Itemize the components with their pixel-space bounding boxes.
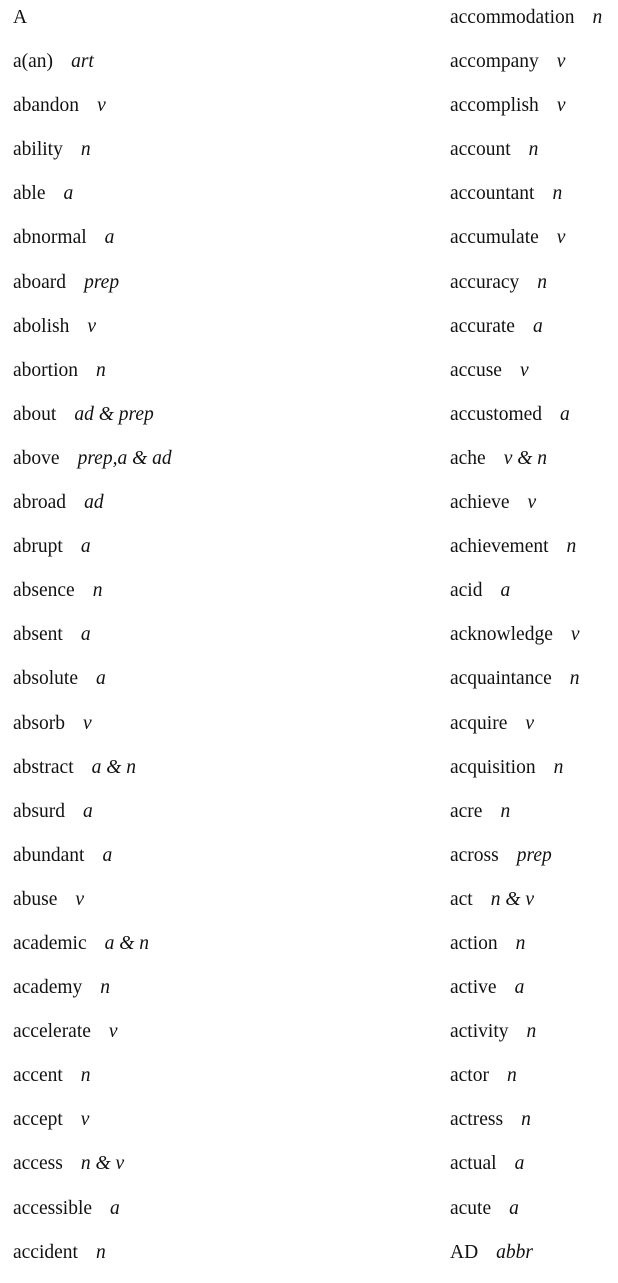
entry-part-of-speech: v [108,1021,118,1043]
entry-word: accustomed [450,403,543,425]
entry-part-of-speech: n [80,1065,91,1087]
vocab-entry [450,1239,618,1283]
entry-word: academy [13,977,83,999]
entry-word: aboard [13,271,67,293]
entry-word: ability [13,139,63,161]
entry-part-of-speech: v [75,888,85,910]
entry-word: accent [13,1065,63,1087]
entry-part-of-speech: a & n [91,756,137,778]
vocab-entry [450,665,618,709]
entry-part-of-speech: n [515,932,526,954]
entry-word: absent [13,624,63,646]
right-word-column [450,4,618,1283]
entry-word: acute [450,1197,492,1219]
entry-word: absorb [13,712,65,734]
entry-part-of-speech: art [71,51,94,73]
vocab-entry [450,577,618,621]
entry-part-of-speech: n [80,139,91,161]
entry-part-of-speech: n [506,1065,517,1087]
entry-part-of-speech: n [526,1021,537,1043]
entry-part-of-speech: v [556,95,566,117]
vocab-entry [450,136,618,180]
entry-part-of-speech: n [569,668,580,690]
entry-part-of-speech: a [80,624,91,646]
vocab-entry [13,48,433,92]
vocab-entry [13,533,433,577]
vocab-entry [13,665,433,709]
entry-part-of-speech: v [80,1109,90,1131]
vocab-entry [450,357,618,401]
entry-part-of-speech: a [514,1153,525,1175]
entry-part-of-speech: v [556,51,566,73]
vocab-entry [13,357,433,401]
vocab-entry [13,974,433,1018]
entry-part-of-speech: n [552,183,563,205]
vocab-entry [13,180,433,224]
vocab-entry [450,1150,618,1194]
entry-word: abortion [13,359,78,381]
entry-word: accident [13,1241,78,1263]
entry-word: a(an) [13,51,54,73]
entry-part-of-speech: prep,a & ad [77,447,172,469]
entry-part-of-speech: v [87,315,96,337]
vocab-entry [450,930,618,974]
vocab-entry [450,180,618,224]
vocab-entry [450,754,618,798]
entry-word: A [13,7,28,28]
vocab-entry [13,798,433,842]
vocab-entry [450,489,618,533]
vocab-entry [450,313,618,357]
vocab-entry [13,269,433,313]
vocab-entry [13,401,433,445]
vocab-entry [13,1062,433,1106]
entry-word: active [450,977,497,999]
entry-part-of-speech: v [525,712,535,734]
entry-word: academic [13,932,87,954]
entry-word: actual [450,1153,497,1175]
entry-word: acknowledge [450,624,553,646]
vocab-entry [13,1195,433,1239]
entry-part-of-speech: prep [516,844,552,866]
vocab-entry [450,533,618,577]
entry-word: acquire [450,712,508,734]
vocab-entry [450,1018,618,1062]
entry-part-of-speech: prep [84,271,120,293]
entry-word: across [450,844,499,866]
entry-part-of-speech: a [63,183,74,205]
entry-word: accept [13,1109,63,1131]
vocab-entry [13,621,433,665]
entry-word: acquaintance [450,668,552,690]
entry-word: account [450,139,511,161]
vocab-entry [450,798,618,842]
vocab-entry [13,710,433,754]
entry-part-of-speech: ad [84,492,104,514]
entry-word: ache [450,447,486,469]
vocab-entry [13,4,433,48]
vocab-entry [450,224,618,268]
vocab-entry [450,92,618,136]
entry-word: absolute [13,668,78,690]
entry-word: actress [450,1109,504,1131]
entry-part-of-speech: a & n [104,932,150,954]
entry-word: abstract [13,756,74,778]
entry-part-of-speech: a [102,844,113,866]
entry-word: abrupt [13,536,63,558]
entry-part-of-speech: a [80,536,91,558]
entry-word: accelerate [13,1021,91,1043]
vocab-entry [450,48,618,92]
vocab-entry [13,445,433,489]
vocab-entry [13,1106,433,1150]
entry-part-of-speech: a [95,668,106,690]
entry-word: act [450,888,473,910]
vocab-entry [13,489,433,533]
vocab-entry [13,930,433,974]
vocab-entry [13,1239,433,1283]
entry-word: abundant [13,844,85,866]
entry-word: acid [450,580,483,602]
vocab-entry [450,401,618,445]
entry-word: actor [450,1065,489,1087]
entry-part-of-speech: v [570,624,580,646]
entry-word: abuse [13,888,58,910]
entry-word: acquisition [450,756,536,778]
vocab-entry [13,1150,433,1194]
entry-part-of-speech: a [83,800,93,822]
entry-part-of-speech: a [509,1197,519,1219]
entry-part-of-speech: ad & prep [74,403,154,425]
vocab-entry [450,842,618,886]
entry-part-of-speech: a [110,1197,120,1219]
entry-part-of-speech: n [537,271,548,293]
entry-part-of-speech: a [532,315,543,337]
entry-word: accuse [450,359,502,381]
vocab-entry [13,1018,433,1062]
vocab-entry [450,1062,618,1106]
entry-word: accommodation [450,7,575,28]
entry-part-of-speech: v & n [503,447,548,469]
entry-word: about [13,403,57,425]
vocab-entry [13,886,433,930]
entry-part-of-speech: n & v [490,888,535,910]
entry-word: acre [450,800,483,822]
entry-word: achievement [450,536,549,558]
entry-word: absurd [13,800,65,822]
entry-word: above [13,447,60,469]
entry-part-of-speech: n [592,7,603,28]
entry-word: AD [450,1241,479,1263]
entry-word: abnormal [13,227,87,249]
entry-word: access [13,1153,63,1175]
entry-word: accessible [13,1197,93,1219]
vocab-entry [450,1106,618,1150]
vocab-entry [450,4,618,48]
entry-word: abolish [13,315,70,337]
vocab-entry [13,313,433,357]
entry-part-of-speech: abbr [496,1241,534,1263]
entry-word: accumulate [450,227,539,249]
entry-part-of-speech: n [95,1241,106,1263]
entry-part-of-speech: n [500,800,511,822]
entry-word: absence [13,580,75,602]
entry-part-of-speech: a [500,580,511,602]
vocab-entry [13,754,433,798]
vocab-entry [13,92,433,136]
vocab-entry [450,445,618,489]
entry-word: abroad [13,492,67,514]
entry-word: accuracy [450,271,520,293]
entry-word: accountant [450,183,535,205]
entry-part-of-speech: n [521,1109,531,1131]
vocab-entry [13,224,433,268]
entry-part-of-speech: n [92,580,103,602]
vocab-entry [450,974,618,1018]
entry-part-of-speech: n [566,536,577,558]
entry-part-of-speech: v [527,492,537,514]
vocab-entry [450,1195,618,1239]
entry-word: action [450,932,498,954]
entry-word: able [13,183,46,205]
vocab-entry [13,136,433,180]
entry-part-of-speech: v [97,95,106,117]
entry-word: accomplish [450,95,539,117]
entry-word: abandon [13,95,80,117]
entry-part-of-speech: v [519,359,529,381]
entry-word: activity [450,1021,509,1043]
entry-part-of-speech: n [553,756,564,778]
entry-part-of-speech: n [100,977,111,999]
entry-part-of-speech: a [560,403,570,425]
vocab-entry [450,886,618,930]
vocab-entry [450,269,618,313]
left-word-column [13,4,433,1283]
entry-part-of-speech: a [514,977,525,999]
entry-word: achieve [450,492,510,514]
vocab-entry [450,710,618,754]
vocab-entry [13,842,433,886]
entry-part-of-speech: v [83,712,92,734]
entry-word: accompany [450,51,539,73]
entry-part-of-speech: n & v [80,1153,125,1175]
entry-word: accurate [450,315,515,337]
entry-part-of-speech: a [104,227,115,249]
entry-part-of-speech: n [95,359,106,381]
entry-part-of-speech: n [528,139,539,161]
vocab-entry [13,577,433,621]
entry-part-of-speech: v [556,227,566,249]
vocab-entry [450,621,618,665]
